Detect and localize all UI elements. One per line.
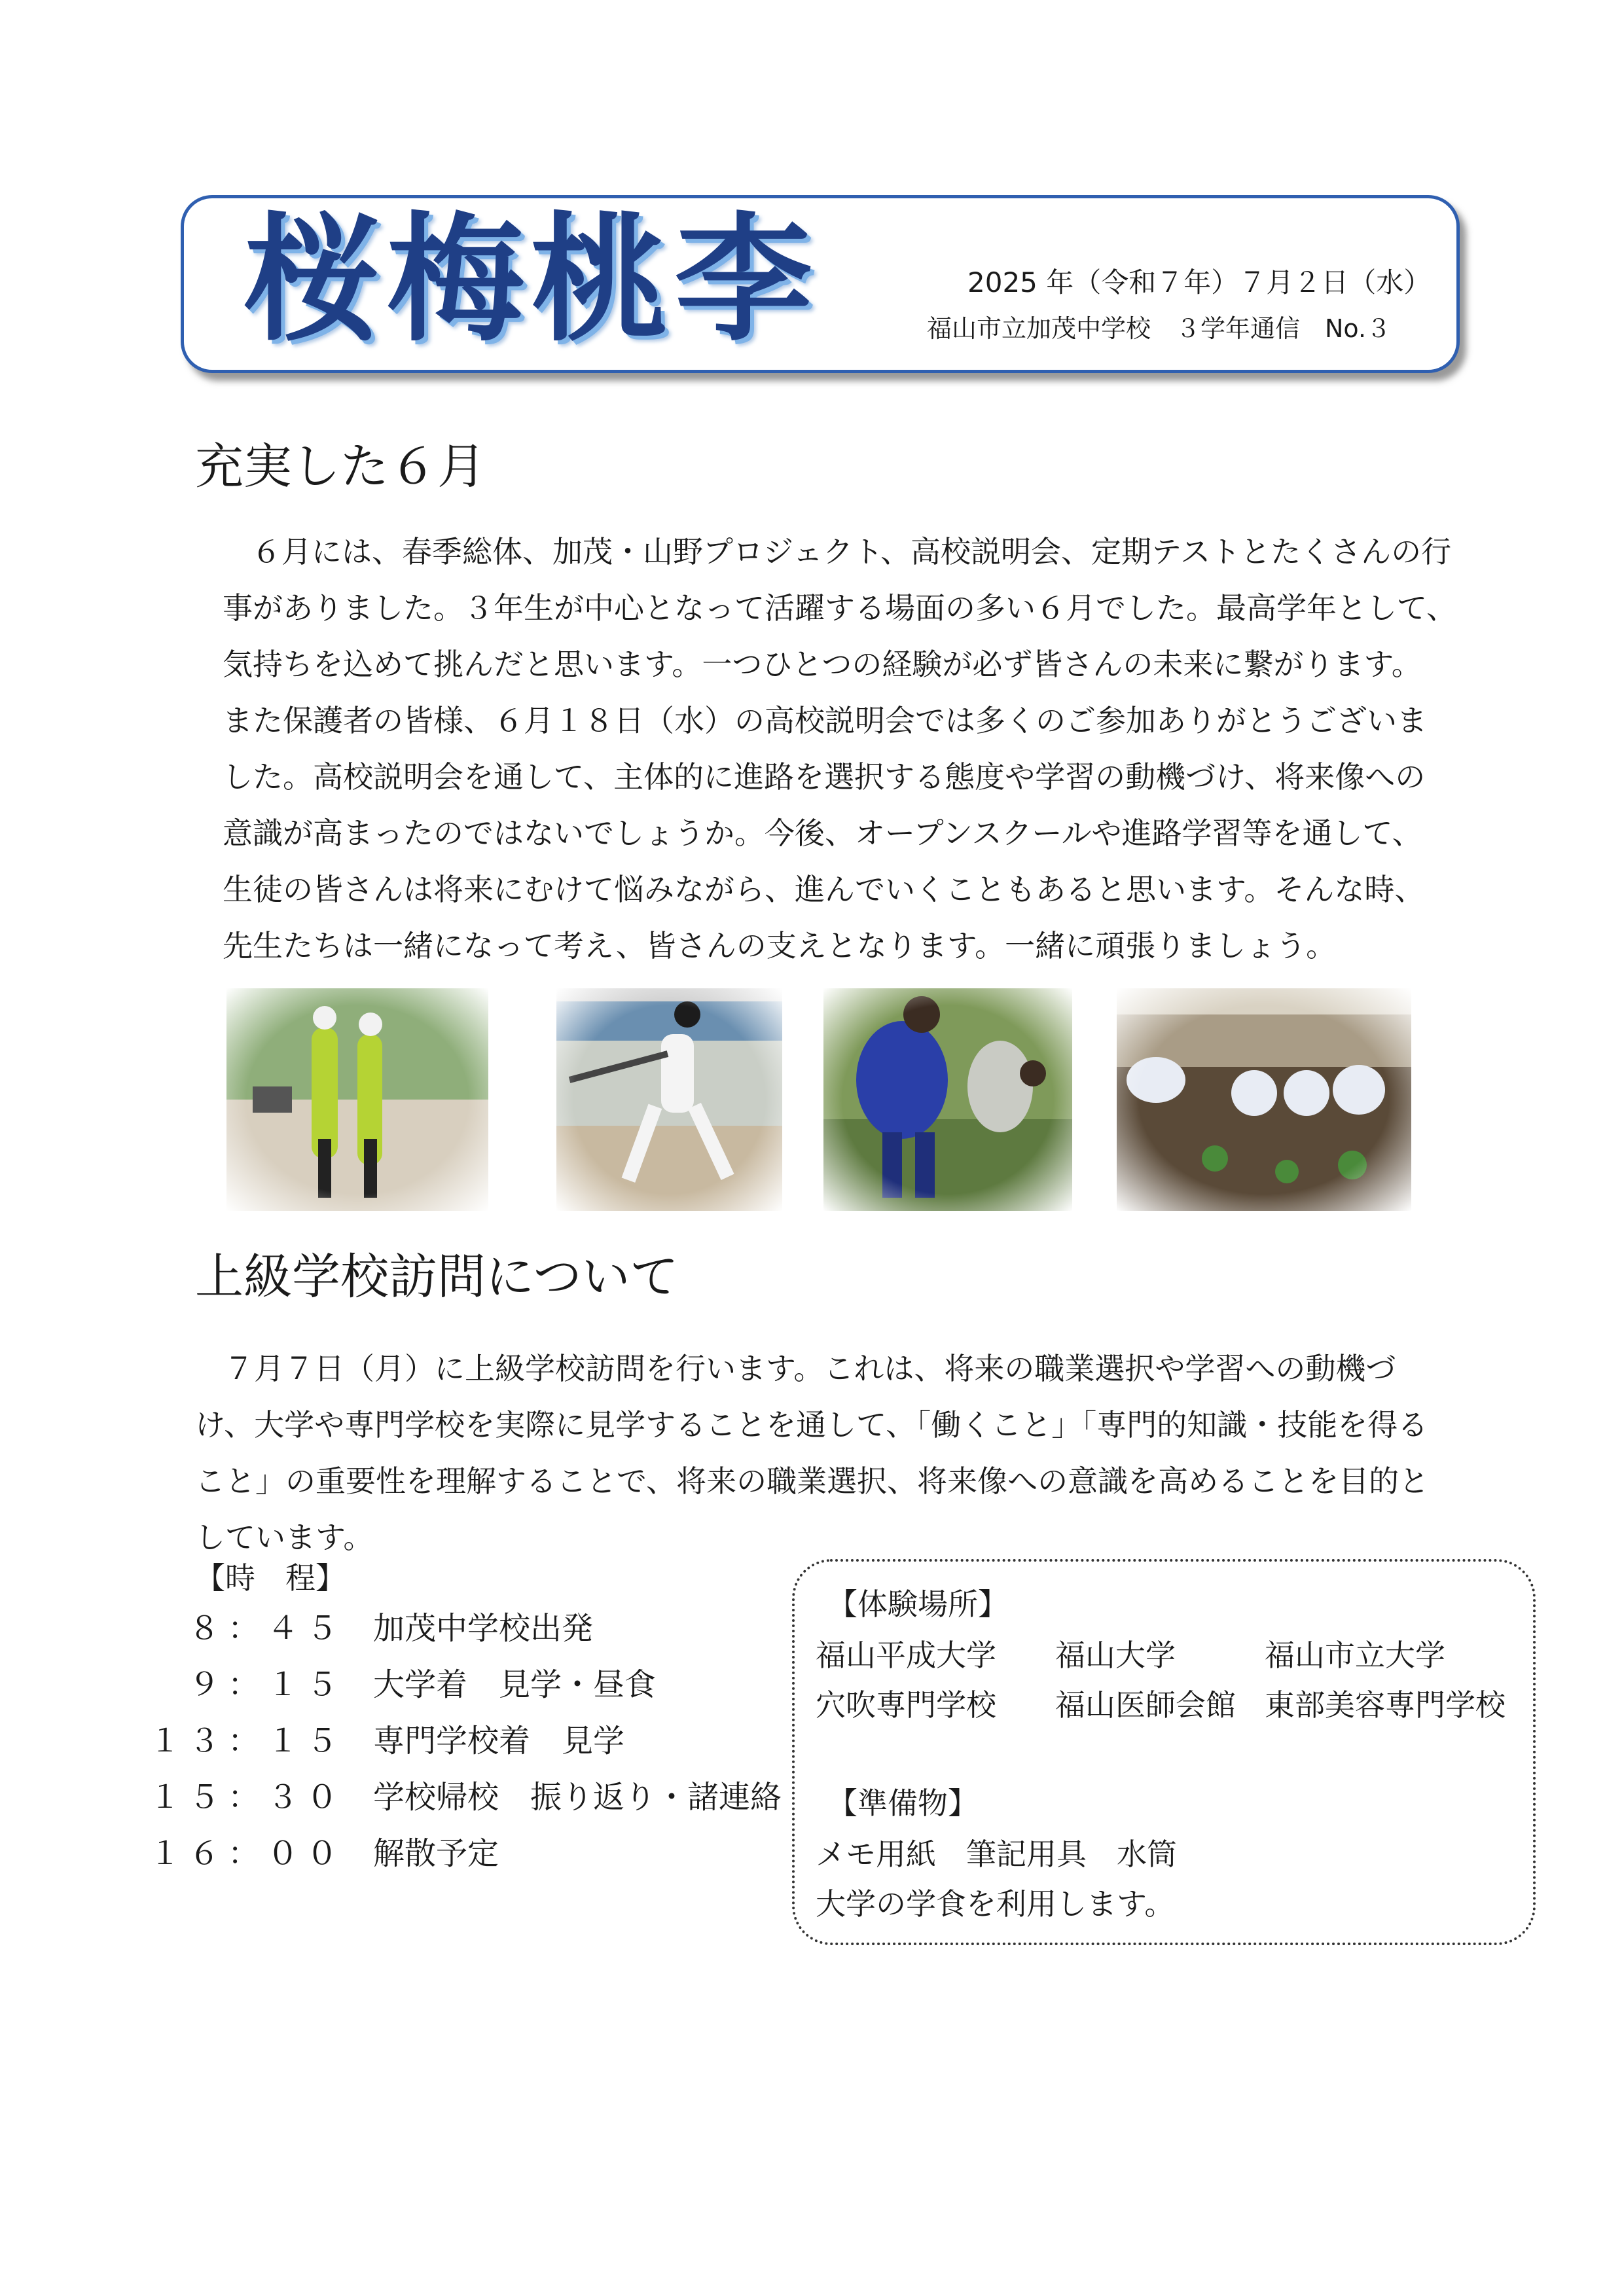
schedule-label: 【時 程】 xyxy=(195,1560,346,1596)
schedule-row xyxy=(188,1665,657,1721)
venue-item: 穴吹専門学校 xyxy=(816,1687,996,1723)
paragraph-line: 先生たちは一緒になって考え、皆さんの支えとなります。一緒に頑張りましょう。 xyxy=(223,928,1337,963)
schedule-event: 専門学校着 見学 xyxy=(373,1723,625,1759)
issue-date: 2025 年（令和７年）７月２日（水） xyxy=(967,266,1432,298)
schedule-event: 大学着 見学・昼食 xyxy=(373,1666,657,1703)
venue-item: 福山平成大学 xyxy=(816,1638,996,1673)
paragraph-line: 生徒の皆さんは将来にむけて悩みながら、進んでいくこともあると思います。そんな時、 xyxy=(223,872,1425,907)
supplies-note: 大学の学食を利用します。 xyxy=(816,1886,1175,1922)
schedule-row xyxy=(188,1609,594,1665)
paragraph-line: 意識が高まったのではないでしょうか。今後、オープンスクールや進路学習等を通して、 xyxy=(223,816,1422,851)
schedule-time: １６：００ xyxy=(149,1835,346,1872)
paragraph-line: した。高校説明会を通して、主体的に進路を選択する態度や学習の動機づけ、将来像への xyxy=(223,759,1426,795)
paragraph-line: 気持ちを込めて挑んだと思います。一つひとつの経験が必ず皆さんの未来に繋がります。 xyxy=(223,647,1422,682)
schedule xyxy=(149,1560,782,1890)
paragraph-line: ６月には、春季総体、加茂・山野プロジェクト、高校説明会、定期テストとたくさんの行 xyxy=(251,534,1452,569)
masthead-banner xyxy=(181,195,1460,373)
schedule-time: １５：３０ xyxy=(149,1779,346,1816)
paragraph-line: しています。 xyxy=(195,1520,374,1555)
newsletter-title: 桜梅桃李 xyxy=(243,200,820,360)
venue-item: 福山大学 xyxy=(1055,1638,1176,1673)
schedule-event: 解散予定 xyxy=(373,1835,499,1872)
june-paragraph xyxy=(223,524,1456,974)
supplies-item: メモ用紙 筆記用具 水筒 xyxy=(816,1837,1177,1872)
issue-info: 福山市立加茂中学校 ３学年通信 No.３ xyxy=(927,314,1392,343)
photo-baseball xyxy=(556,988,782,1211)
schedule-row xyxy=(149,1834,499,1890)
photo-farm-field xyxy=(1117,988,1411,1211)
schedule-time: １３：１５ xyxy=(149,1723,346,1759)
venue-item: 福山市立大学 xyxy=(1265,1638,1445,1673)
paragraph-line: け、大学や専門学校を実際に見学することを通して、「働くこと」「専門的知識・技能を得る xyxy=(195,1407,1428,1443)
school-visit-paragraph xyxy=(195,1340,1429,1566)
schedule-time: ９：１５ xyxy=(188,1666,346,1703)
schedule-row xyxy=(149,1721,625,1778)
paragraph-line: 事がありました。３年生が中心となって活躍する場面の多い６月でした。最高学年として、 xyxy=(223,590,1457,626)
photo-softball xyxy=(226,988,488,1211)
schedule-row xyxy=(149,1778,782,1834)
paragraph-line: こと」の重要性を理解することで、将来の職業選択、将来像への意識を高めることを目的と xyxy=(195,1463,1430,1499)
venue-item: 福山医師会館 xyxy=(1055,1687,1236,1723)
section-heading-june: 充実した６月 xyxy=(195,439,486,495)
photo-planting xyxy=(823,988,1072,1211)
section-heading-school-visit: 上級学校訪問について xyxy=(195,1249,679,1305)
schedule-time: ８：４５ xyxy=(188,1610,346,1647)
schedule-event: 加茂中学校出発 xyxy=(373,1610,594,1647)
venue-item: 東部美容専門学校 xyxy=(1265,1687,1506,1723)
supplies-label: 【準備物】 xyxy=(827,1785,978,1821)
schedule-event: 学校帰校 振り返り・諸連絡 xyxy=(373,1779,782,1816)
info-box xyxy=(792,1559,1536,1945)
venues-label: 【体験場所】 xyxy=(827,1587,1008,1622)
paragraph-line: ７月７日（月）に上級学校訪問を行います。これは、将来の職業選択や学習への動機づ xyxy=(224,1351,1396,1386)
paragraph-line: また保護者の皆様、６月１８日（水）の高校説明会では多くのご参加ありがとうございま xyxy=(223,703,1427,738)
